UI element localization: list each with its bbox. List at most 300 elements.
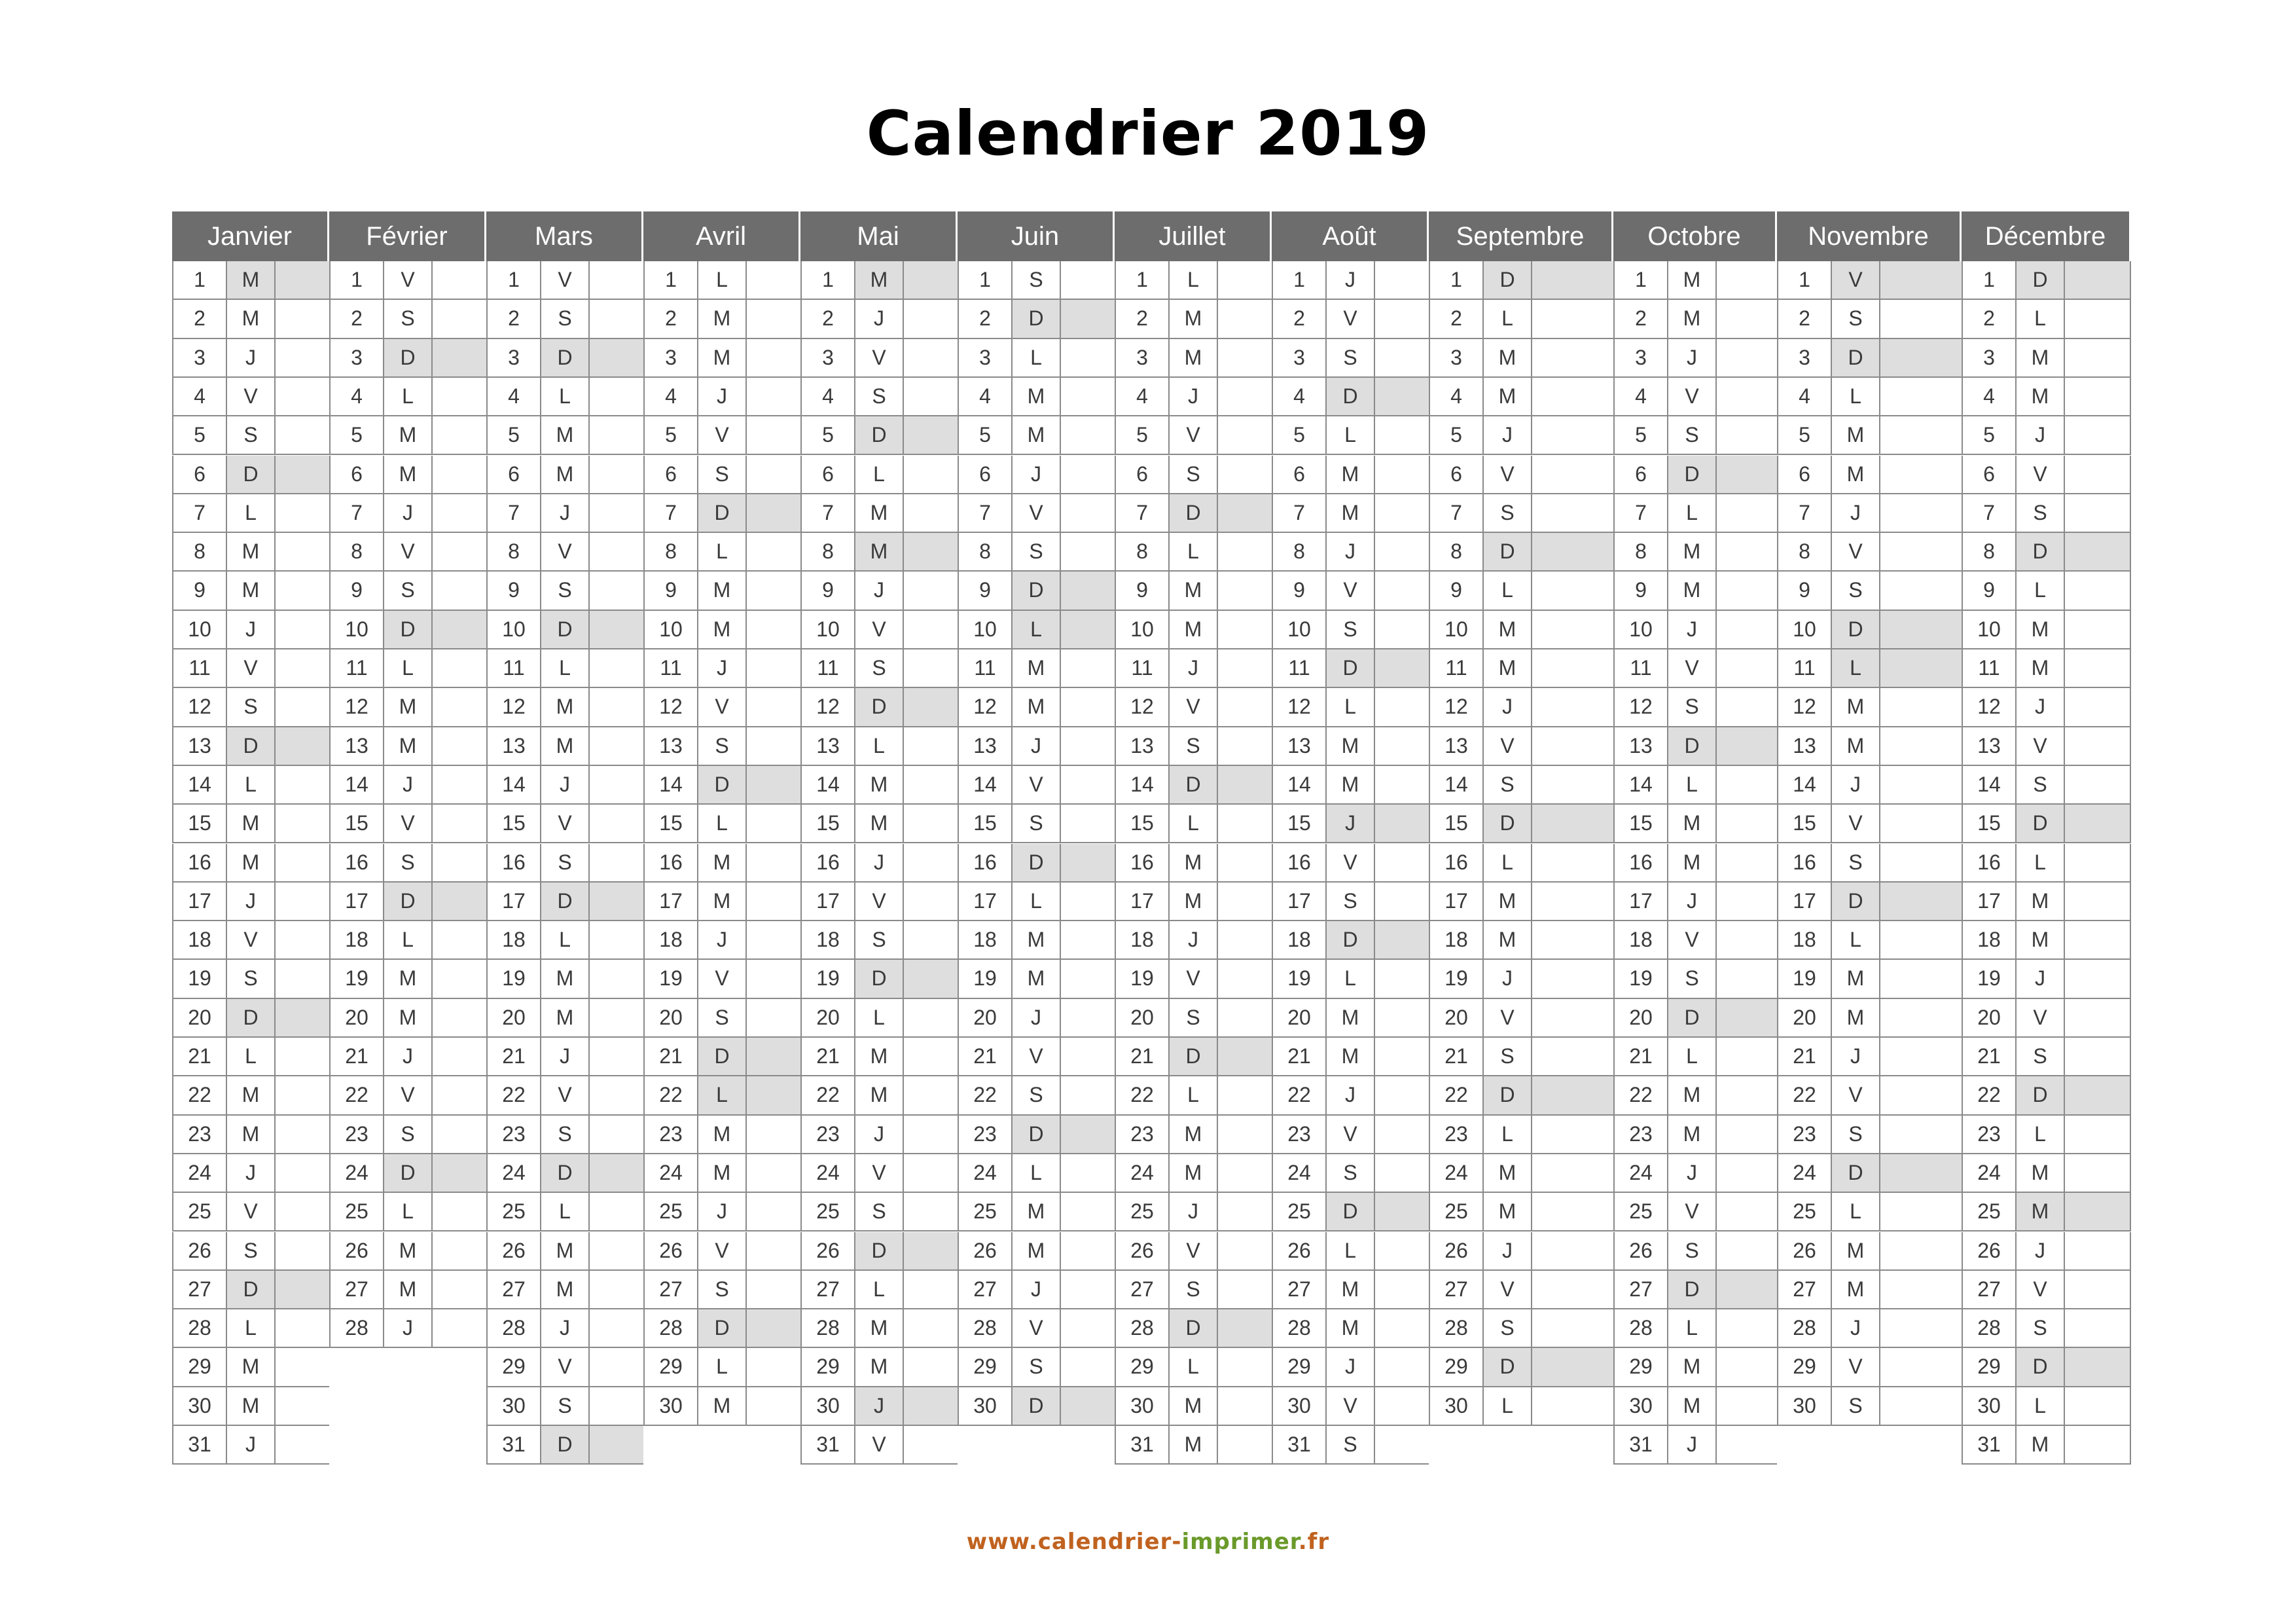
day-note-cell[interactable] <box>2064 416 2131 455</box>
day-note-cell[interactable] <box>1217 339 1272 378</box>
day-note-cell[interactable] <box>903 339 958 378</box>
day-note-cell[interactable] <box>274 1426 329 1465</box>
day-note-cell[interactable] <box>1531 1348 1613 1387</box>
day-note-cell[interactable] <box>1715 1387 1777 1426</box>
day-note-cell[interactable] <box>1715 261 1777 300</box>
day-note-cell[interactable] <box>745 300 800 338</box>
day-note-cell[interactable] <box>1715 688 1777 727</box>
day-note-cell[interactable] <box>1531 1076 1613 1115</box>
day-note-cell[interactable] <box>1217 416 1272 455</box>
day-note-cell[interactable] <box>745 1232 800 1271</box>
day-note-cell[interactable] <box>588 1387 643 1426</box>
day-note-cell[interactable] <box>1374 572 1429 610</box>
day-note-cell[interactable] <box>1879 1154 1962 1193</box>
day-note-cell[interactable] <box>588 572 643 610</box>
day-note-cell[interactable] <box>1374 1271 1429 1309</box>
day-note-cell[interactable] <box>1060 921 1115 960</box>
day-note-cell[interactable] <box>2064 611 2131 649</box>
day-note-cell[interactable] <box>1374 883 1429 921</box>
day-note-cell[interactable] <box>1879 805 1962 843</box>
day-note-cell[interactable] <box>1374 1309 1429 1348</box>
day-note-cell[interactable] <box>1715 960 1777 998</box>
day-note-cell[interactable] <box>745 572 800 610</box>
day-note-cell[interactable] <box>2064 688 2131 727</box>
day-note-cell[interactable] <box>1374 1076 1429 1115</box>
day-note-cell[interactable] <box>1531 611 1613 649</box>
day-note-cell[interactable] <box>1879 1076 1962 1115</box>
day-note-cell[interactable] <box>2064 1387 2131 1426</box>
day-note-cell[interactable] <box>2064 1116 2131 1154</box>
day-note-cell[interactable] <box>431 1309 486 1348</box>
day-note-cell[interactable] <box>1531 456 1613 494</box>
day-note-cell[interactable] <box>274 611 329 649</box>
day-note-cell[interactable] <box>588 1426 643 1465</box>
day-note-cell[interactable] <box>1374 766 1429 805</box>
day-note-cell[interactable] <box>1531 960 1613 998</box>
day-note-cell[interactable] <box>588 805 643 843</box>
day-note-cell[interactable] <box>1217 1309 1272 1348</box>
day-note-cell[interactable] <box>274 766 329 805</box>
day-note-cell[interactable] <box>1060 416 1115 455</box>
footer-website-link[interactable] <box>0 1529 2296 1555</box>
day-note-cell[interactable] <box>745 1154 800 1193</box>
day-note-cell[interactable] <box>431 1076 486 1115</box>
day-note-cell[interactable] <box>903 1193 958 1231</box>
day-note-cell[interactable] <box>1879 844 1962 883</box>
day-note-cell[interactable] <box>1217 805 1272 843</box>
day-note-cell[interactable] <box>1374 494 1429 533</box>
day-note-cell[interactable] <box>1217 688 1272 727</box>
day-note-cell[interactable] <box>588 844 643 883</box>
day-note-cell[interactable] <box>274 300 329 338</box>
day-note-cell[interactable] <box>1060 378 1115 416</box>
day-note-cell[interactable] <box>903 416 958 455</box>
day-note-cell[interactable] <box>1879 572 1962 610</box>
day-note-cell[interactable] <box>588 533 643 572</box>
day-note-cell[interactable] <box>1879 1387 1962 1426</box>
day-note-cell[interactable] <box>1879 960 1962 998</box>
day-note-cell[interactable] <box>1217 611 1272 649</box>
day-note-cell[interactable] <box>2064 1426 2131 1465</box>
day-note-cell[interactable] <box>274 1154 329 1193</box>
day-note-cell[interactable] <box>903 611 958 649</box>
day-note-cell[interactable] <box>1879 456 1962 494</box>
day-note-cell[interactable] <box>2064 1193 2131 1231</box>
day-note-cell[interactable] <box>274 688 329 727</box>
day-note-cell[interactable] <box>1217 1193 1272 1231</box>
day-note-cell[interactable] <box>1217 649 1272 688</box>
day-note-cell[interactable] <box>1715 805 1777 843</box>
day-note-cell[interactable] <box>1060 339 1115 378</box>
day-note-cell[interactable] <box>745 727 800 766</box>
day-note-cell[interactable] <box>274 1193 329 1231</box>
day-note-cell[interactable] <box>903 1426 958 1465</box>
day-note-cell[interactable] <box>1715 339 1777 378</box>
day-note-cell[interactable] <box>431 960 486 998</box>
day-note-cell[interactable] <box>588 261 643 300</box>
day-note-cell[interactable] <box>903 688 958 727</box>
day-note-cell[interactable] <box>1715 533 1777 572</box>
day-note-cell[interactable] <box>588 1038 643 1076</box>
day-note-cell[interactable] <box>1217 1387 1272 1426</box>
day-note-cell[interactable] <box>2064 960 2131 998</box>
day-note-cell[interactable] <box>1060 300 1115 338</box>
day-note-cell[interactable] <box>274 921 329 960</box>
day-note-cell[interactable] <box>1374 999 1429 1038</box>
day-note-cell[interactable] <box>745 416 800 455</box>
day-note-cell[interactable] <box>274 261 329 300</box>
day-note-cell[interactable] <box>274 1387 329 1426</box>
day-note-cell[interactable] <box>1879 300 1962 338</box>
day-note-cell[interactable] <box>274 1348 329 1387</box>
day-note-cell[interactable] <box>1531 1154 1613 1193</box>
day-note-cell[interactable] <box>1879 921 1962 960</box>
day-note-cell[interactable] <box>588 1309 643 1348</box>
day-note-cell[interactable] <box>1531 494 1613 533</box>
day-note-cell[interactable] <box>2064 1076 2131 1115</box>
day-note-cell[interactable] <box>1879 883 1962 921</box>
day-note-cell[interactable] <box>274 805 329 843</box>
day-note-cell[interactable] <box>903 844 958 883</box>
day-note-cell[interactable] <box>745 1038 800 1076</box>
day-note-cell[interactable] <box>1374 1387 1429 1426</box>
day-note-cell[interactable] <box>1060 883 1115 921</box>
day-note-cell[interactable] <box>1715 378 1777 416</box>
day-note-cell[interactable] <box>1217 883 1272 921</box>
day-note-cell[interactable] <box>1531 1271 1613 1309</box>
day-note-cell[interactable] <box>1217 1348 1272 1387</box>
day-note-cell[interactable] <box>1374 456 1429 494</box>
day-note-cell[interactable] <box>2064 921 2131 960</box>
day-note-cell[interactable] <box>745 456 800 494</box>
day-note-cell[interactable] <box>431 844 486 883</box>
day-note-cell[interactable] <box>1374 1348 1429 1387</box>
day-note-cell[interactable] <box>1217 999 1272 1038</box>
day-note-cell[interactable] <box>1060 649 1115 688</box>
day-note-cell[interactable] <box>2064 766 2131 805</box>
day-note-cell[interactable] <box>1715 572 1777 610</box>
day-note-cell[interactable] <box>1531 727 1613 766</box>
day-note-cell[interactable] <box>1060 1271 1115 1309</box>
day-note-cell[interactable] <box>2064 727 2131 766</box>
day-note-cell[interactable] <box>1879 999 1962 1038</box>
day-note-cell[interactable] <box>903 1116 958 1154</box>
day-note-cell[interactable] <box>274 456 329 494</box>
day-note-cell[interactable] <box>1531 416 1613 455</box>
day-note-cell[interactable] <box>903 1309 958 1348</box>
day-note-cell[interactable] <box>1715 1154 1777 1193</box>
day-note-cell[interactable] <box>1060 456 1115 494</box>
day-note-cell[interactable] <box>274 378 329 416</box>
day-note-cell[interactable] <box>745 649 800 688</box>
day-note-cell[interactable] <box>903 883 958 921</box>
day-note-cell[interactable] <box>903 378 958 416</box>
day-note-cell[interactable] <box>2064 572 2131 610</box>
day-note-cell[interactable] <box>1715 494 1777 533</box>
day-note-cell[interactable] <box>1374 300 1429 338</box>
day-note-cell[interactable] <box>274 844 329 883</box>
day-note-cell[interactable] <box>1374 688 1429 727</box>
day-note-cell[interactable] <box>588 921 643 960</box>
day-note-cell[interactable] <box>1060 727 1115 766</box>
day-note-cell[interactable] <box>1879 688 1962 727</box>
day-note-cell[interactable] <box>274 1076 329 1115</box>
day-note-cell[interactable] <box>274 494 329 533</box>
day-note-cell[interactable] <box>903 1154 958 1193</box>
day-note-cell[interactable] <box>1715 611 1777 649</box>
day-note-cell[interactable] <box>1531 339 1613 378</box>
day-note-cell[interactable] <box>903 999 958 1038</box>
day-note-cell[interactable] <box>1374 844 1429 883</box>
day-note-cell[interactable] <box>588 1232 643 1271</box>
day-note-cell[interactable] <box>1715 649 1777 688</box>
day-note-cell[interactable] <box>1715 844 1777 883</box>
day-note-cell[interactable] <box>1060 611 1115 649</box>
day-note-cell[interactable] <box>588 766 643 805</box>
day-note-cell[interactable] <box>431 300 486 338</box>
day-note-cell[interactable] <box>903 1271 958 1309</box>
day-note-cell[interactable] <box>1217 261 1272 300</box>
day-note-cell[interactable] <box>1879 766 1962 805</box>
day-note-cell[interactable] <box>588 300 643 338</box>
day-note-cell[interactable] <box>903 572 958 610</box>
day-note-cell[interactable] <box>1060 805 1115 843</box>
day-note-cell[interactable] <box>1531 378 1613 416</box>
day-note-cell[interactable] <box>1374 416 1429 455</box>
day-note-cell[interactable] <box>1715 416 1777 455</box>
day-note-cell[interactable] <box>1060 688 1115 727</box>
day-note-cell[interactable] <box>1715 727 1777 766</box>
day-note-cell[interactable] <box>1879 416 1962 455</box>
day-note-cell[interactable] <box>588 456 643 494</box>
day-note-cell[interactable] <box>1060 960 1115 998</box>
day-note-cell[interactable] <box>1374 1038 1429 1076</box>
day-note-cell[interactable] <box>745 611 800 649</box>
day-note-cell[interactable] <box>1879 1348 1962 1387</box>
day-note-cell[interactable] <box>588 960 643 998</box>
day-note-cell[interactable] <box>745 1271 800 1309</box>
day-note-cell[interactable] <box>745 805 800 843</box>
day-note-cell[interactable] <box>1217 1232 1272 1271</box>
day-note-cell[interactable] <box>1374 960 1429 998</box>
day-note-cell[interactable] <box>588 494 643 533</box>
day-note-cell[interactable] <box>274 727 329 766</box>
day-note-cell[interactable] <box>1879 533 1962 572</box>
day-note-cell[interactable] <box>745 766 800 805</box>
day-note-cell[interactable] <box>1879 261 1962 300</box>
day-note-cell[interactable] <box>1374 1426 1429 1465</box>
day-note-cell[interactable] <box>1374 1154 1429 1193</box>
day-note-cell[interactable] <box>745 1193 800 1231</box>
day-note-cell[interactable] <box>903 1348 958 1387</box>
day-note-cell[interactable] <box>1715 1116 1777 1154</box>
day-note-cell[interactable] <box>745 261 800 300</box>
day-note-cell[interactable] <box>1374 533 1429 572</box>
day-note-cell[interactable] <box>2064 1309 2131 1348</box>
day-note-cell[interactable] <box>431 416 486 455</box>
day-note-cell[interactable] <box>745 688 800 727</box>
day-note-cell[interactable] <box>1531 649 1613 688</box>
day-note-cell[interactable] <box>588 1154 643 1193</box>
day-note-cell[interactable] <box>1374 649 1429 688</box>
day-note-cell[interactable] <box>1531 1387 1613 1426</box>
day-note-cell[interactable] <box>2064 649 2131 688</box>
day-note-cell[interactable] <box>431 1116 486 1154</box>
day-note-cell[interactable] <box>1531 766 1613 805</box>
day-note-cell[interactable] <box>1374 378 1429 416</box>
day-note-cell[interactable] <box>1060 1154 1115 1193</box>
day-note-cell[interactable] <box>274 999 329 1038</box>
day-note-cell[interactable] <box>274 572 329 610</box>
day-note-cell[interactable] <box>745 999 800 1038</box>
day-note-cell[interactable] <box>745 883 800 921</box>
day-note-cell[interactable] <box>1715 999 1777 1038</box>
day-note-cell[interactable] <box>1374 1116 1429 1154</box>
day-note-cell[interactable] <box>588 1193 643 1231</box>
day-note-cell[interactable] <box>2064 456 2131 494</box>
day-note-cell[interactable] <box>2064 844 2131 883</box>
day-note-cell[interactable] <box>2064 339 2131 378</box>
day-note-cell[interactable] <box>1060 1116 1115 1154</box>
day-note-cell[interactable] <box>431 1193 486 1231</box>
day-note-cell[interactable] <box>2064 1232 2131 1271</box>
day-note-cell[interactable] <box>1531 844 1613 883</box>
day-note-cell[interactable] <box>903 727 958 766</box>
day-note-cell[interactable] <box>274 1038 329 1076</box>
day-note-cell[interactable] <box>1374 921 1429 960</box>
day-note-cell[interactable] <box>431 1271 486 1309</box>
day-note-cell[interactable] <box>2064 1038 2131 1076</box>
day-note-cell[interactable] <box>1531 533 1613 572</box>
day-note-cell[interactable] <box>431 378 486 416</box>
day-note-cell[interactable] <box>1531 572 1613 610</box>
day-note-cell[interactable] <box>1531 261 1613 300</box>
day-note-cell[interactable] <box>2064 261 2131 300</box>
day-note-cell[interactable] <box>1715 1426 1777 1465</box>
day-note-cell[interactable] <box>1217 844 1272 883</box>
day-note-cell[interactable] <box>903 766 958 805</box>
day-note-cell[interactable] <box>2064 494 2131 533</box>
day-note-cell[interactable] <box>1217 921 1272 960</box>
day-note-cell[interactable] <box>745 1348 800 1387</box>
day-note-cell[interactable] <box>1879 727 1962 766</box>
day-note-cell[interactable] <box>745 378 800 416</box>
day-note-cell[interactable] <box>2064 805 2131 843</box>
day-note-cell[interactable] <box>903 533 958 572</box>
day-note-cell[interactable] <box>1879 1232 1962 1271</box>
day-note-cell[interactable] <box>1217 1271 1272 1309</box>
day-note-cell[interactable] <box>1879 611 1962 649</box>
day-note-cell[interactable] <box>588 688 643 727</box>
day-note-cell[interactable] <box>1060 572 1115 610</box>
day-note-cell[interactable] <box>1531 805 1613 843</box>
day-note-cell[interactable] <box>1374 727 1429 766</box>
day-note-cell[interactable] <box>588 883 643 921</box>
day-note-cell[interactable] <box>1217 1038 1272 1076</box>
day-note-cell[interactable] <box>1531 999 1613 1038</box>
day-note-cell[interactable] <box>1060 844 1115 883</box>
day-note-cell[interactable] <box>274 649 329 688</box>
day-note-cell[interactable] <box>588 1116 643 1154</box>
day-note-cell[interactable] <box>431 921 486 960</box>
day-note-cell[interactable] <box>1879 339 1962 378</box>
day-note-cell[interactable] <box>745 921 800 960</box>
day-note-cell[interactable] <box>2064 1348 2131 1387</box>
day-note-cell[interactable] <box>1060 261 1115 300</box>
day-note-cell[interactable] <box>1060 1193 1115 1231</box>
day-note-cell[interactable] <box>431 572 486 610</box>
day-note-cell[interactable] <box>903 1076 958 1115</box>
day-note-cell[interactable] <box>1060 1232 1115 1271</box>
day-note-cell[interactable] <box>1217 456 1272 494</box>
day-note-cell[interactable] <box>1715 1076 1777 1115</box>
day-note-cell[interactable] <box>1060 533 1115 572</box>
day-note-cell[interactable] <box>431 611 486 649</box>
day-note-cell[interactable] <box>588 1076 643 1115</box>
day-note-cell[interactable] <box>588 611 643 649</box>
day-note-cell[interactable] <box>274 1271 329 1309</box>
day-note-cell[interactable] <box>431 999 486 1038</box>
day-note-cell[interactable] <box>1531 883 1613 921</box>
day-note-cell[interactable] <box>1060 1076 1115 1115</box>
day-note-cell[interactable] <box>274 339 329 378</box>
day-note-cell[interactable] <box>745 533 800 572</box>
day-note-cell[interactable] <box>1531 688 1613 727</box>
day-note-cell[interactable] <box>903 649 958 688</box>
day-note-cell[interactable] <box>1217 1116 1272 1154</box>
day-note-cell[interactable] <box>745 960 800 998</box>
day-note-cell[interactable] <box>1217 1076 1272 1115</box>
day-note-cell[interactable] <box>431 494 486 533</box>
day-note-cell[interactable] <box>745 494 800 533</box>
day-note-cell[interactable] <box>588 999 643 1038</box>
day-note-cell[interactable] <box>745 339 800 378</box>
day-note-cell[interactable] <box>1879 494 1962 533</box>
day-note-cell[interactable] <box>1217 1154 1272 1193</box>
day-note-cell[interactable] <box>1715 1348 1777 1387</box>
day-note-cell[interactable] <box>1879 1116 1962 1154</box>
day-note-cell[interactable] <box>588 339 643 378</box>
day-note-cell[interactable] <box>1217 533 1272 572</box>
day-note-cell[interactable] <box>1531 921 1613 960</box>
day-note-cell[interactable] <box>1531 1038 1613 1076</box>
day-note-cell[interactable] <box>745 1309 800 1348</box>
day-note-cell[interactable] <box>1217 494 1272 533</box>
day-note-cell[interactable] <box>1715 1038 1777 1076</box>
day-note-cell[interactable] <box>745 844 800 883</box>
day-note-cell[interactable] <box>1879 1193 1962 1231</box>
day-note-cell[interactable] <box>1531 1116 1613 1154</box>
day-note-cell[interactable] <box>2064 300 2131 338</box>
day-note-cell[interactable] <box>1715 456 1777 494</box>
day-note-cell[interactable] <box>431 456 486 494</box>
day-note-cell[interactable] <box>1217 960 1272 998</box>
day-note-cell[interactable] <box>903 456 958 494</box>
day-note-cell[interactable] <box>431 1154 486 1193</box>
day-note-cell[interactable] <box>1715 1232 1777 1271</box>
day-note-cell[interactable] <box>2064 999 2131 1038</box>
day-note-cell[interactable] <box>1531 1232 1613 1271</box>
day-note-cell[interactable] <box>2064 378 2131 416</box>
day-note-cell[interactable] <box>1217 378 1272 416</box>
day-note-cell[interactable] <box>2064 883 2131 921</box>
day-note-cell[interactable] <box>903 1232 958 1271</box>
day-note-cell[interactable] <box>903 300 958 338</box>
day-note-cell[interactable] <box>431 261 486 300</box>
day-note-cell[interactable] <box>431 1038 486 1076</box>
day-note-cell[interactable] <box>588 649 643 688</box>
day-note-cell[interactable] <box>274 416 329 455</box>
